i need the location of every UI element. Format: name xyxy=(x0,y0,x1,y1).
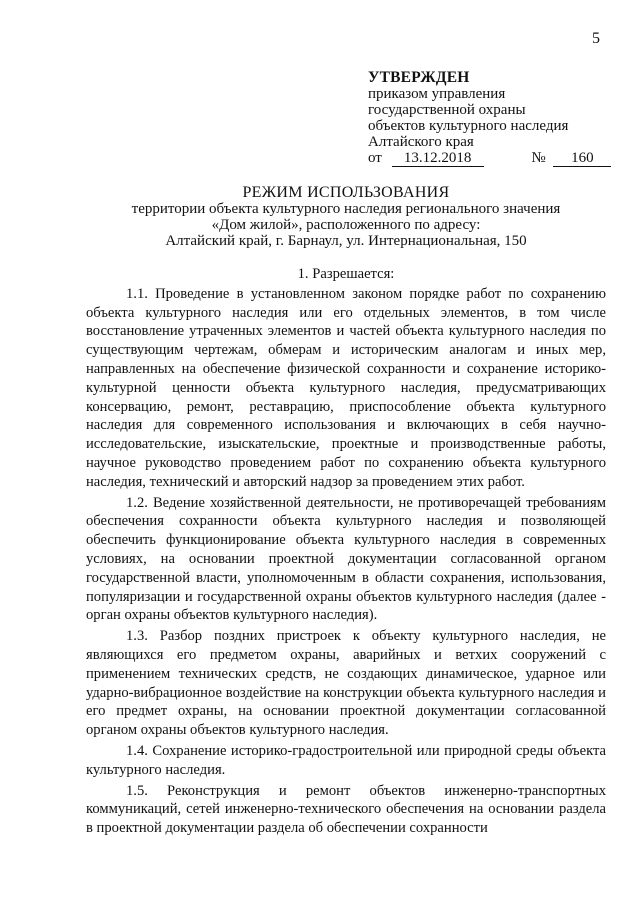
title-line: территории объекта культурного наследия регионального значения xyxy=(131,201,561,217)
paragraph-1-4: 1.4. Сохранение историко-градостроительной или природной среды объекта культурного наследия. xyxy=(86,742,606,778)
approval-line: приказом управления xyxy=(368,86,506,102)
date-prefix: от xyxy=(368,150,382,166)
approval-line: Алтайского края xyxy=(368,134,474,150)
document-title: РЕЖИМ ИСПОЛЬЗОВАНИЯ xyxy=(242,184,450,201)
title-line: «Дом жилой», расположенного по адресу: xyxy=(211,217,481,233)
approval-line: государственной охраны xyxy=(368,102,526,118)
paragraph-1-3: 1.3. Разбор поздних пристроек к объекту культурного наследия, не являющихся его предметом охраны, аварийных и ветхих сооружений с применением технических средств, не создающих динамическое, ударное или ударно-вибрационное воздействие на конструкции объекта культурного наследия и его предмет охраны, на основании проектной документации согласованной органом охраны объектов культурного наследия. xyxy=(86,628,606,739)
section-heading: 1. Разрешается: xyxy=(297,266,395,282)
number-prefix: № xyxy=(531,150,546,166)
title-line: Алтайский край, г. Барнаул, ул. Интернациональная, 150 xyxy=(165,233,527,249)
page-number: 5 xyxy=(592,30,600,47)
paragraph-1-5: 1.5. Реконструкция и ремонт объектов инженерно-транспортных коммуникаций, сетей инженерно-технического обеспечения на основании раздела в проектной документации раздела об обеспечении сохранности xyxy=(86,782,606,837)
approval-block xyxy=(368,70,608,167)
approval-date: 13.12.2018 xyxy=(392,150,484,167)
approval-heading: УТВЕРЖДЕН xyxy=(368,69,470,86)
approval-date-line xyxy=(368,150,608,167)
approval-line: объектов культурного наследия xyxy=(368,118,569,134)
document-title-block xyxy=(86,185,606,249)
approval-number: 160 xyxy=(553,150,611,167)
document-body xyxy=(86,265,606,840)
paragraph-1-2: 1.2. Ведение хозяйственной деятельности, не противоречащей требованиям обеспечения сохранности объекта культурного наследия и позволяющей обеспечить функционирование объекта культурного наследия в современных условиях, на основании проектной документации согласованной органом государственной власти, уполномоченным в области сохранения, использования, популяризации и государственной охраны объектов культурного наследия (далее - орган охраны объектов культурного наследия). xyxy=(86,494,606,624)
paragraph-1-1: 1.1. Проведение в установленном законом порядке работ по сохранению объекта культурного наследия или его отдельных элементов, в том числе восстановление утраченных элементов и частей объекта культурного наследия по существующим чертежам, обмерам и историческим аналогам и иных мер, направленных на обеспечение физической сохранности и сохранение историко-культурной ценности объекта культурного наследия, предусматривающих консервацию, ремонт, реставрацию, приспособление объекта культурного наследия для современного использования и включающих в себя научно-исследовательские, изыскательские, проектные и производственные работы, научное руководство проведением работ по сохранению объекта культурного наследия, технический и авторский надзор за проведением этих работ. xyxy=(86,285,606,490)
